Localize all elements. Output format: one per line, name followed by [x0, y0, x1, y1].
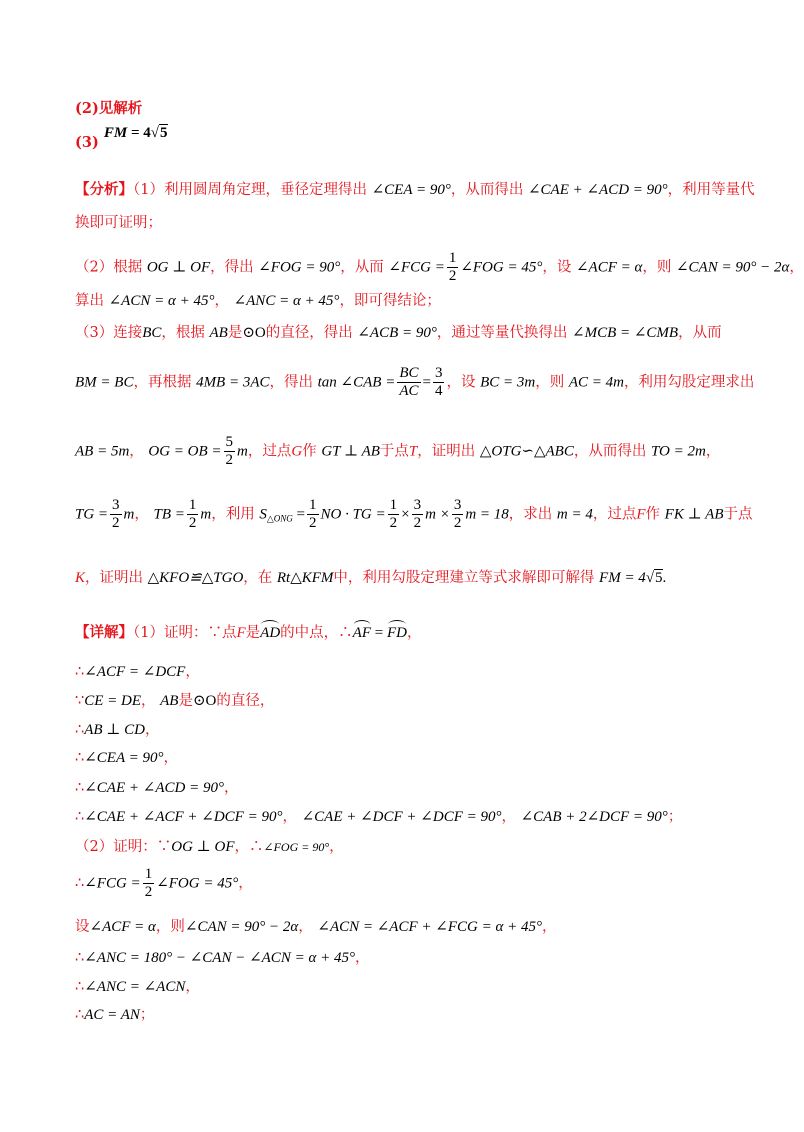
arc-af: AF [352, 625, 371, 641]
detail-line-9: ∴∠FCG = $\frac{1}{2}$ ∠FOG = 45°， [75, 866, 253, 900]
analysis-line-9: K，证明出 △KFO≌△TGO，在 Rt△KFM中，利用勾股定理建立等式求解即可解得 FM = 4√5. [75, 570, 667, 586]
answer-3-line [75, 125, 168, 152]
detail-line-13: ∴AC = AN； [75, 1007, 155, 1023]
fraction: $\frac{1}{2}$ [448, 250, 457, 284]
fraction: $\frac{1}{2}$ [309, 497, 317, 531]
analysis-line-7: AB = 5m， OG = OB = $\frac{5}{2}$ m，过点G作 GT ⊥ AB于点T，证明出 △OTG∽△ABC，从而得出 TO = 2m， [75, 434, 721, 468]
detail-line-5: ∴∠CEA = 90°， [75, 750, 178, 766]
answer-3-label: (3) [75, 134, 99, 151]
detail-line-1: 【详解】（1）证明：∵点F是AD的中点，∴AF = FD， [75, 624, 422, 641]
detail-line-10: 设∠ACF = α，则∠CAN = 90° − 2α， ∠ACN = ∠ACF + ∠FCG = α + 45°， [75, 919, 557, 935]
detail-heading: 【详解】 [75, 624, 133, 641]
fraction: $\frac{3}{2}$ [413, 497, 422, 531]
answer-2-line [75, 97, 142, 118]
fraction: $\frac{1}{2}$ [188, 497, 197, 531]
fraction: $\frac{5}{2}$ [225, 434, 234, 468]
sqrt-sign-icon: √ [645, 570, 655, 586]
fraction: $\frac{1}{2}$ [389, 497, 398, 531]
analysis-line-1: 【分析】（1）利用圆周角定理，垂径定理得出 ∠CEA = 90°，从而得出 ∠CAE + ∠ACD = 90°，利用等量代 [75, 181, 755, 198]
circle-o-symbol: ⊙O [242, 325, 266, 341]
detail-line-12: ∴∠ANC = ∠ACN， [75, 979, 200, 995]
analysis-line-4: 算出 ∠ACN = α + 45°， ∠ANC = α + 45°，即可得结论； [75, 293, 441, 309]
arc-ad: AD [260, 625, 281, 641]
analysis-line-2: 换即可证明； [75, 215, 162, 231]
answer-2-text: (2)见解析 [75, 100, 143, 117]
fraction: $\frac{3}{2}$ [453, 497, 462, 531]
analysis-heading: 【分析】 [75, 181, 133, 198]
detail-line-3: ∵CE = DE， AB是⊙O的直径， [75, 693, 275, 709]
detail-line-2: ∴∠ACF = ∠DCF， [75, 664, 200, 680]
analysis-line-5: （3）连接BC，根据 AB是⊙O的直径，得出 ∠ACB = 90°，通过等量代换得出 ∠MCB = ∠CMB，从而 [75, 325, 722, 341]
sqrt-sign-icon: √ [150, 125, 160, 141]
detail-line-8: （2）证明：∵OG ⊥ OF，∴∠FOG = 90°， [75, 839, 344, 855]
detail-line-4: ∴AB ⊥ CD， [75, 722, 160, 738]
analysis-line-6: BM = BC，再根据 4MB = 3AC，得出 tan ∠CAB = $\frac{BC}{AC}$ = $\frac{3}{4}$ ，设 BC = 3m，则 AC = 4m，利用勾股定理求出 [75, 365, 755, 399]
detail-line-7: ∴∠CAE + ∠ACF + ∠DCF = 90°， ∠CAE + ∠DCF + ∠DCF = 90°， ∠CAB + 2∠DCF = 90°； [75, 809, 683, 825]
arc-fd: FD [386, 625, 407, 641]
fraction: $\frac{BC}{AC}$ [399, 365, 419, 399]
detail-line-11: ∴∠ANC = 180° − ∠CAN − ∠ACN = α + 45°， [75, 950, 370, 966]
circle-o-symbol: ⊙O [192, 693, 217, 709]
analysis-line-8: TG = $\frac{3}{2}$ m， TB = $\frac{1}{2}$ m，利用 $S_{\triangle ONG}$ = $\frac{1}{2}$ NO · TG = $\frac{1}{2}$ × $\frac{3}{2}$ m × $\frac{3}{2}$ m = 18，求出 m = 4，过点F作 FK ⊥ AB于点 [75, 497, 753, 531]
detail-line-6: ∴∠CAE + ∠ACD = 90°， [75, 780, 239, 796]
fraction: $\frac{1}{2}$ [144, 866, 153, 900]
analysis-line-3: （2）根据 OG ⊥ OF，得出 ∠FOG = 90°，从而 ∠FCG = $\frac{1}{2}$ ∠FOG = 45°，设 ∠ACF = α，则 ∠CAN = 90° − 2α， [75, 250, 804, 284]
answer-3-formula: FM = 4√5 [103, 125, 168, 141]
fraction: $\frac{3}{2}$ [112, 497, 120, 531]
fraction: $\frac{3}{4}$ [434, 365, 443, 399]
